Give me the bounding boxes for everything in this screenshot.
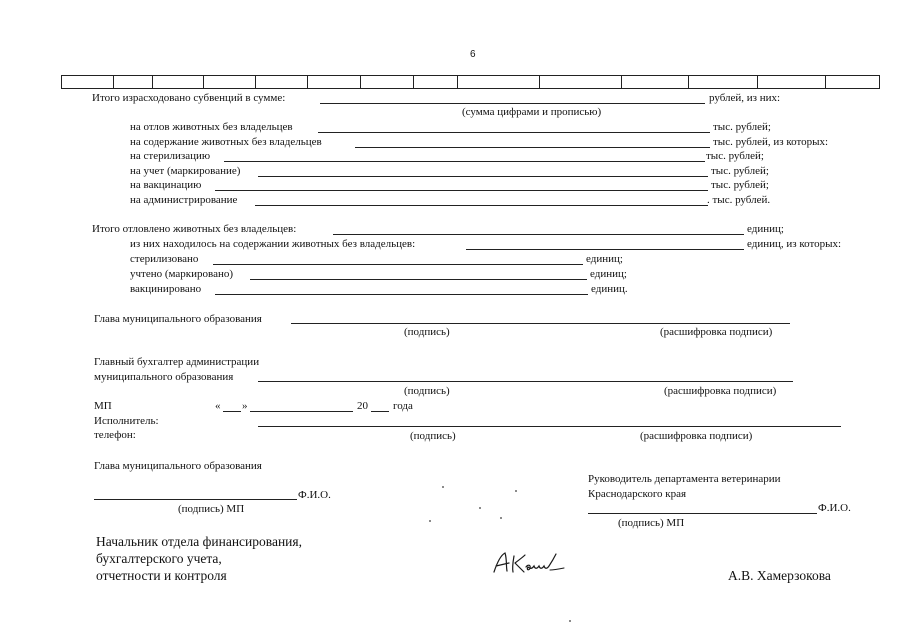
footer-signatory-name: А.В. Хамерзокова — [728, 568, 831, 583]
animals-total-label: Итого отловлено животных без владельцев: — [92, 223, 297, 235]
subsidy-item-keeping-unit: тыс. рублей, из которых: — [713, 136, 829, 148]
head-signature-line — [291, 323, 790, 324]
executor-decode-hint: (расшифровка подписи) — [640, 430, 753, 442]
animals-item-sterilized-line — [213, 264, 583, 265]
animals-kept-unit: единиц, из которых: — [747, 238, 842, 250]
accountant-decode-hint: (расшифровка подписи) — [664, 385, 777, 397]
animals-item-marked-label: учтено (маркировано) — [130, 268, 234, 280]
subsidy-item-catch-line — [318, 132, 710, 133]
executor-signature-hint: (подпись) — [410, 430, 456, 442]
phone-label: телефон: — [94, 429, 136, 441]
subsidy-item-admin-line — [255, 205, 708, 206]
subsidies-total-line — [320, 103, 705, 104]
date-year-suffix: года — [393, 400, 413, 412]
approval-head-sign-mp: (подпись) МП — [178, 503, 245, 515]
subsidies-total-hint: (сумма цифрами и прописью) — [462, 106, 602, 118]
vet-head-line — [588, 513, 817, 514]
date-open-quote: « — [215, 400, 221, 412]
animals-item-sterilized-label: стерилизовано — [130, 253, 199, 265]
footer-title-line-1: Начальник отдела финансирования, — [96, 534, 302, 549]
subsidy-item-catch-label: на отлов животных без владельцев — [130, 121, 293, 133]
date-year-prefix: 20 — [357, 400, 368, 412]
animals-item-marked-line — [250, 279, 587, 280]
subsidy-item-sterilization-line — [224, 161, 705, 162]
subsidy-item-admin-label: на администрирование — [130, 194, 238, 206]
animals-item-vaccinated-line — [215, 294, 588, 295]
executor-line — [258, 426, 841, 427]
animals-item-sterilized-unit: единиц; — [586, 253, 623, 265]
date-day-line — [223, 411, 241, 412]
subsidy-item-admin-unit: . тыс. рублей. — [707, 194, 771, 206]
subsidies-total-label: Итого израсходовано субвенций в сумме: — [92, 92, 286, 104]
vet-head-label-2: Краснодарского края — [588, 488, 687, 500]
vet-head-sign-mp: (подпись) МП — [618, 517, 685, 529]
animals-total-unit: единиц; — [747, 223, 784, 235]
subsidy-item-sterilization-unit: тыс. рублей; — [706, 150, 764, 162]
date-month-line — [250, 411, 353, 412]
handwritten-signature — [490, 548, 570, 578]
vet-head-label-1: Руководитель департамента ветеринарии — [588, 473, 781, 485]
date-close-quote: » — [242, 400, 248, 412]
accountant-signature-line — [258, 381, 793, 382]
accountant-label-2: муниципального образования — [94, 371, 234, 383]
accountant-label-1: Главный бухгалтер администрации — [94, 356, 260, 368]
subsidies-total-unit: рублей, из них: — [709, 92, 781, 104]
approval-head-fio: Ф.И.О. — [298, 489, 331, 501]
subsidy-item-vaccination-line — [215, 190, 708, 191]
footer-title-line-3: отчетности и контроля — [96, 568, 227, 583]
animals-total-line — [333, 234, 744, 235]
approval-head-line — [94, 499, 297, 500]
approval-head-label: Глава муниципального образования — [94, 460, 262, 472]
head-signature-hint: (подпись) — [404, 326, 450, 338]
executor-label: Исполнитель: — [94, 415, 159, 427]
subsidy-item-marking-line — [258, 176, 708, 177]
subsidy-item-catch-unit: тыс. рублей; — [713, 121, 771, 133]
subsidy-item-vaccination-unit: тыс. рублей; — [711, 179, 769, 191]
animals-kept-line — [466, 249, 744, 250]
mp-label: МП — [94, 400, 112, 412]
subsidy-item-marking-label: на учет (маркирование) — [130, 165, 241, 177]
subsidy-item-keeping-label: на содержание животных без владельцев — [130, 136, 322, 148]
footer-title-line-2: бухгалтерского учета, — [96, 551, 222, 566]
subsidy-item-sterilization-label: на стерилизацию — [130, 150, 211, 162]
subsidy-item-marking-unit: тыс. рублей; — [711, 165, 769, 177]
subsidy-item-keeping-line — [355, 147, 710, 148]
animals-item-vaccinated-label: вакцинировано — [130, 283, 202, 295]
head-signature-label: Глава муниципального образования — [94, 313, 262, 325]
animals-item-vaccinated-unit: единиц. — [591, 283, 628, 295]
page-number: 6 — [470, 49, 476, 60]
animals-item-marked-unit: единиц; — [590, 268, 627, 280]
date-year-line — [371, 411, 389, 412]
animals-kept-label: из них находилось на содержании животных без владельцев: — [130, 238, 416, 250]
head-decode-hint: (расшифровка подписи) — [660, 326, 773, 338]
vet-head-fio: Ф.И.О. — [818, 502, 851, 514]
accountant-signature-hint: (подпись) — [404, 385, 450, 397]
subsidy-item-vaccination-label: на вакцинацию — [130, 179, 202, 191]
